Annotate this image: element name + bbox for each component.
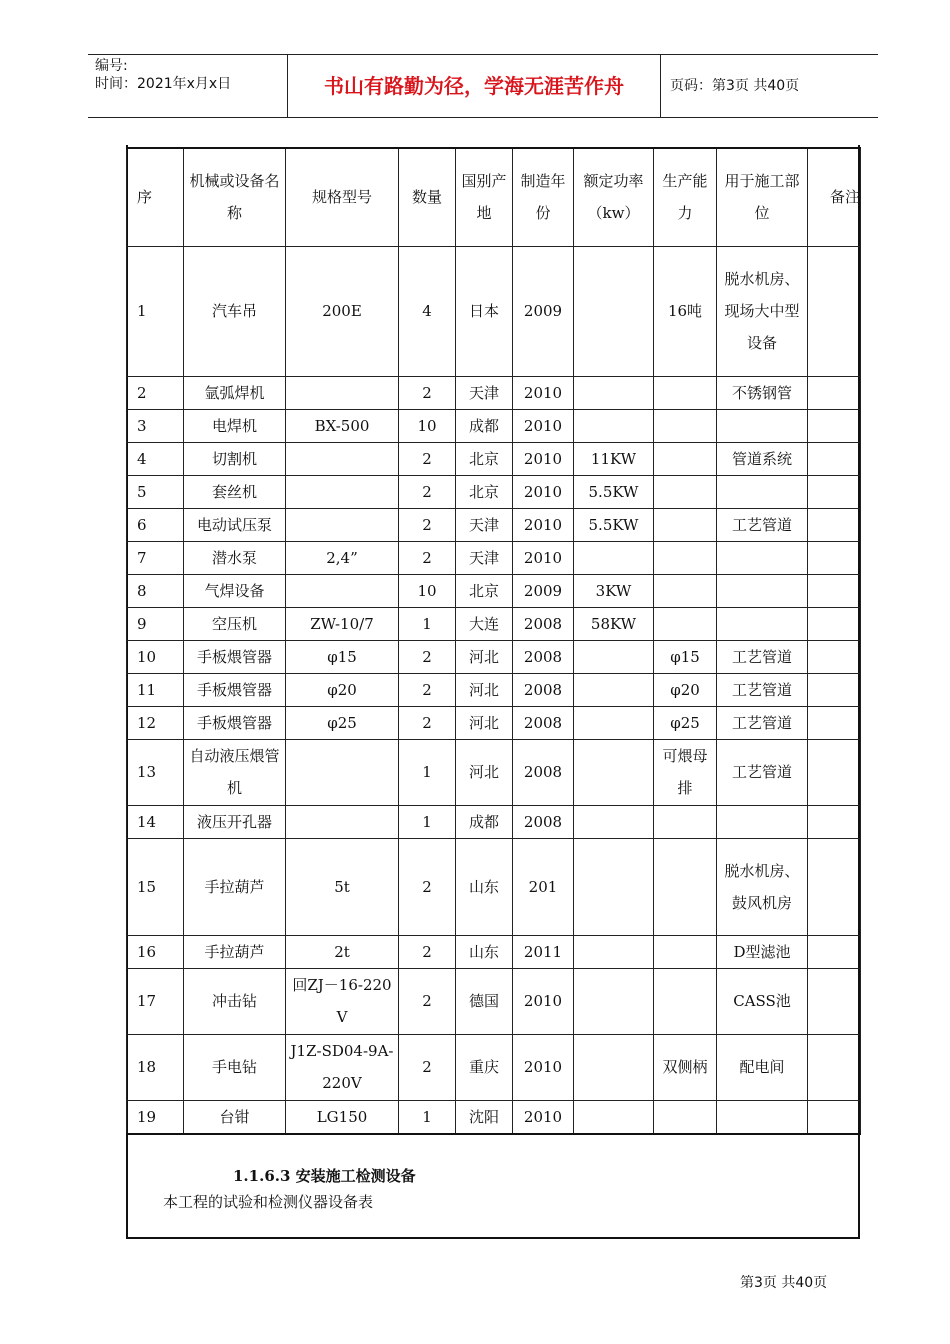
table-cell: 2011 — [513, 935, 574, 968]
table-cell — [574, 838, 654, 935]
table-cell: 17 — [127, 968, 184, 1034]
table-row — [127, 376, 861, 409]
table-cell — [717, 607, 808, 640]
table-cell: 5t — [286, 838, 399, 935]
table-cell: φ15 — [654, 640, 717, 673]
table-cell: 4 — [127, 442, 184, 475]
table-cell: 北京 — [456, 475, 513, 508]
table-cell: 台钳 — [184, 1100, 286, 1134]
table-cell: φ25 — [654, 706, 717, 739]
table-cell: 脱水机房、现场大中型设备 — [717, 246, 808, 376]
table-cell: 河北 — [456, 739, 513, 805]
page-header — [88, 54, 878, 118]
table-cell — [717, 1100, 808, 1134]
table-cell: 手拉葫芦 — [184, 935, 286, 968]
table-cell — [286, 508, 399, 541]
table-cell — [286, 739, 399, 805]
table-cell — [808, 508, 861, 541]
table-cell: 手板煨管器 — [184, 673, 286, 706]
table-cell: 冲击钻 — [184, 968, 286, 1034]
table-cell: 12 — [127, 706, 184, 739]
table-cell: 2010 — [513, 968, 574, 1034]
table-cell: 18 — [127, 1034, 184, 1100]
table-cell: 2 — [399, 640, 456, 673]
table-cell — [574, 640, 654, 673]
column-header: 备注 — [808, 148, 861, 246]
table-cell: 2010 — [513, 541, 574, 574]
table-cell: 切割机 — [184, 442, 286, 475]
table-cell: 7 — [127, 541, 184, 574]
table-cell: 2010 — [513, 442, 574, 475]
table-cell — [808, 673, 861, 706]
table-cell: 德国 — [456, 968, 513, 1034]
table-cell: 5 — [127, 475, 184, 508]
table-cell — [654, 607, 717, 640]
table-cell: 3 — [127, 409, 184, 442]
table-cell — [574, 409, 654, 442]
table-cell: 手板煨管器 — [184, 706, 286, 739]
table-cell — [808, 640, 861, 673]
table-row — [127, 508, 861, 541]
table-row — [127, 805, 861, 838]
table-row — [127, 475, 861, 508]
table-cell: φ20 — [654, 673, 717, 706]
table-cell: 可煨母排 — [654, 739, 717, 805]
table-row — [127, 968, 861, 1034]
table-cell: 2010 — [513, 376, 574, 409]
table-cell — [654, 442, 717, 475]
table-cell: 河北 — [456, 706, 513, 739]
table-cell: 工艺管道 — [717, 706, 808, 739]
table-cell: 山东 — [456, 935, 513, 968]
table-cell: 河北 — [456, 673, 513, 706]
table-cell — [808, 574, 861, 607]
table-cell: 山东 — [456, 838, 513, 935]
table-cell: LG150 — [286, 1100, 399, 1134]
table-cell — [717, 475, 808, 508]
table-cell: φ25 — [286, 706, 399, 739]
table-cell: CASS池 — [717, 968, 808, 1034]
table-cell — [574, 968, 654, 1034]
table-cell: 2008 — [513, 706, 574, 739]
table-cell — [808, 968, 861, 1034]
table-cell: 脱水机房、鼓风机房 — [717, 838, 808, 935]
table-cell: 19 — [127, 1100, 184, 1134]
column-header: 机械或设备名称 — [184, 148, 286, 246]
table-cell: 15 — [127, 838, 184, 935]
table-cell: 201 — [513, 838, 574, 935]
table-cell: 4 — [399, 246, 456, 376]
table-cell — [808, 706, 861, 739]
table-cell — [654, 1100, 717, 1134]
header-motto: 书山有路勤为径，学海无涯苦作舟 — [324, 74, 624, 98]
time-label: 时间：2021年x月x日 — [95, 76, 232, 92]
table-cell: 1 — [399, 607, 456, 640]
table-cell — [808, 246, 861, 376]
table-cell: 11KW — [574, 442, 654, 475]
table-cell — [717, 541, 808, 574]
table-cell — [654, 409, 717, 442]
table-cell: 氩弧焊机 — [184, 376, 286, 409]
table-cell — [574, 1100, 654, 1134]
table-cell: D型滤池 — [717, 935, 808, 968]
table-cell: 北京 — [456, 442, 513, 475]
page-footer: 第3页 共40页 — [740, 1275, 828, 1291]
table-cell: 双侧柄 — [654, 1034, 717, 1100]
header-divider — [660, 55, 661, 117]
table-cell: 2t — [286, 935, 399, 968]
table-cell — [286, 376, 399, 409]
table-cell — [286, 475, 399, 508]
table-cell: 10 — [399, 574, 456, 607]
table-cell: 气焊设备 — [184, 574, 286, 607]
table-cell: 10 — [399, 409, 456, 442]
table-cell — [717, 574, 808, 607]
table-cell: 工艺管道 — [717, 739, 808, 805]
table-cell — [286, 442, 399, 475]
table-cell: 2010 — [513, 508, 574, 541]
table-caption: 本工程的试验和检测仪器设备表 — [163, 1193, 374, 1211]
table-cell: 2 — [127, 376, 184, 409]
table-cell: 1 — [399, 739, 456, 805]
table-cell — [574, 935, 654, 968]
table-cell: 5.5KW — [574, 475, 654, 508]
table-cell: 11 — [127, 673, 184, 706]
table-cell: 空压机 — [184, 607, 286, 640]
table-cell: 6 — [127, 508, 184, 541]
table-cell — [654, 805, 717, 838]
table-cell — [808, 1100, 861, 1134]
table-row — [127, 739, 861, 805]
table-row — [127, 935, 861, 968]
table-cell: ZW-10/7 — [286, 607, 399, 640]
table-cell: 电焊机 — [184, 409, 286, 442]
table-cell: 2 — [399, 376, 456, 409]
table-cell: 手电钻 — [184, 1034, 286, 1100]
column-header: 规格型号 — [286, 148, 399, 246]
table-cell: 工艺管道 — [717, 673, 808, 706]
header-meta — [95, 57, 287, 93]
table-cell: 电动试压泵 — [184, 508, 286, 541]
table-cell: 16 — [127, 935, 184, 968]
header-page-number: 页码：第3页 共40页 — [670, 78, 800, 94]
table-cell: 200E — [286, 246, 399, 376]
table-cell: 13 — [127, 739, 184, 805]
table-cell: 管道系统 — [717, 442, 808, 475]
column-header: 国别产地 — [456, 148, 513, 246]
table-cell: 天津 — [456, 541, 513, 574]
table-cell: 汽车吊 — [184, 246, 286, 376]
table-cell — [808, 442, 861, 475]
table-cell: 配电间 — [717, 1034, 808, 1100]
section-title: 1.1.6.3 安装施工检测设备 — [233, 1167, 416, 1185]
table-cell: 2008 — [513, 640, 574, 673]
table-cell: 大连 — [456, 607, 513, 640]
table-cell — [654, 376, 717, 409]
table-cell: 沈阳 — [456, 1100, 513, 1134]
table-cell: 2010 — [513, 1034, 574, 1100]
table-cell: 8 — [127, 574, 184, 607]
table-cell — [808, 376, 861, 409]
table-cell: 2009 — [513, 574, 574, 607]
table-cell: 回ZJ－16-220V — [286, 968, 399, 1034]
table-cell: 重庆 — [456, 1034, 513, 1100]
table-cell — [654, 838, 717, 935]
column-header: 用于施工部位 — [717, 148, 808, 246]
table-cell — [574, 739, 654, 805]
table-cell — [808, 838, 861, 935]
table-cell — [808, 607, 861, 640]
table-cell — [808, 739, 861, 805]
table-cell — [574, 805, 654, 838]
table-row — [127, 409, 861, 442]
table-cell: BX-500 — [286, 409, 399, 442]
table-cell: 北京 — [456, 574, 513, 607]
table-cell: 2 — [399, 706, 456, 739]
table-cell: 不锈钢管 — [717, 376, 808, 409]
table-cell: J1Z-SD04-9A-220V — [286, 1034, 399, 1100]
table-header-row — [127, 148, 861, 246]
table-cell: 2 — [399, 475, 456, 508]
table-cell: 天津 — [456, 376, 513, 409]
table-cell — [654, 574, 717, 607]
table-cell — [654, 508, 717, 541]
table-cell: 2,4” — [286, 541, 399, 574]
table-cell: 2010 — [513, 409, 574, 442]
table-cell: 1 — [127, 246, 184, 376]
table-cell: 2 — [399, 838, 456, 935]
table-cell: 9 — [127, 607, 184, 640]
table-cell: 天津 — [456, 508, 513, 541]
table-cell: 2008 — [513, 739, 574, 805]
table-cell — [654, 968, 717, 1034]
table-cell — [808, 541, 861, 574]
table-cell: 2009 — [513, 246, 574, 376]
table-cell — [654, 541, 717, 574]
table-cell — [286, 574, 399, 607]
table-cell — [574, 1034, 654, 1100]
table-cell: 2010 — [513, 1100, 574, 1134]
table-cell: 潜水泵 — [184, 541, 286, 574]
table-row — [127, 541, 861, 574]
table-cell: 14 — [127, 805, 184, 838]
column-header: 额定功率（kw） — [574, 148, 654, 246]
table-cell: 日本 — [456, 246, 513, 376]
table-cell — [808, 475, 861, 508]
equipment-table — [126, 147, 861, 1135]
table-cell: 2 — [399, 541, 456, 574]
table-cell: 工艺管道 — [717, 640, 808, 673]
table-cell: 成都 — [456, 409, 513, 442]
table-cell: 2 — [399, 442, 456, 475]
code-label: 编号: — [95, 58, 128, 74]
table-cell — [717, 409, 808, 442]
table-cell: 工艺管道 — [717, 508, 808, 541]
table-cell — [808, 805, 861, 838]
table-cell — [654, 935, 717, 968]
table-cell: 2008 — [513, 805, 574, 838]
table-cell — [717, 805, 808, 838]
table-cell: 2008 — [513, 607, 574, 640]
table-cell: 手板煨管器 — [184, 640, 286, 673]
table-cell: 1 — [399, 1100, 456, 1134]
table-cell: 2 — [399, 1034, 456, 1100]
table-cell — [574, 673, 654, 706]
table-cell: 成都 — [456, 805, 513, 838]
table-row — [127, 838, 861, 935]
table-cell — [574, 246, 654, 376]
table-cell: 2 — [399, 673, 456, 706]
table-cell: 2008 — [513, 673, 574, 706]
column-header: 制造年份 — [513, 148, 574, 246]
table-cell — [654, 475, 717, 508]
table-cell — [574, 376, 654, 409]
table-cell — [808, 935, 861, 968]
table-cell: 10 — [127, 640, 184, 673]
table-row — [127, 1100, 861, 1134]
table-cell: 2 — [399, 968, 456, 1034]
table-row — [127, 1034, 861, 1100]
table-row — [127, 246, 861, 376]
table-cell — [574, 541, 654, 574]
table-cell: 58KW — [574, 607, 654, 640]
table-cell: 2 — [399, 935, 456, 968]
table-row — [127, 574, 861, 607]
table-row — [127, 607, 861, 640]
table-cell: 2010 — [513, 475, 574, 508]
table-cell: 河北 — [456, 640, 513, 673]
table-cell: 16吨 — [654, 246, 717, 376]
table-cell: 1 — [399, 805, 456, 838]
table-row — [127, 640, 861, 673]
table-cell — [574, 706, 654, 739]
table-row — [127, 706, 861, 739]
column-header: 数量 — [399, 148, 456, 246]
column-header: 生产能力 — [654, 148, 717, 246]
table-cell: 2 — [399, 508, 456, 541]
table-cell: 3KW — [574, 574, 654, 607]
table-cell: φ20 — [286, 673, 399, 706]
table-cell: 5.5KW — [574, 508, 654, 541]
table-cell: 手拉葫芦 — [184, 838, 286, 935]
table-row — [127, 673, 861, 706]
column-header: 序 — [127, 148, 184, 246]
table-cell: 套丝机 — [184, 475, 286, 508]
table-cell: 液压开孔器 — [184, 805, 286, 838]
table-cell: 自动液压煨管机 — [184, 739, 286, 805]
table-row — [127, 442, 861, 475]
table-cell — [808, 409, 861, 442]
table-cell — [286, 805, 399, 838]
table-cell: φ15 — [286, 640, 399, 673]
table-cell — [808, 1034, 861, 1100]
